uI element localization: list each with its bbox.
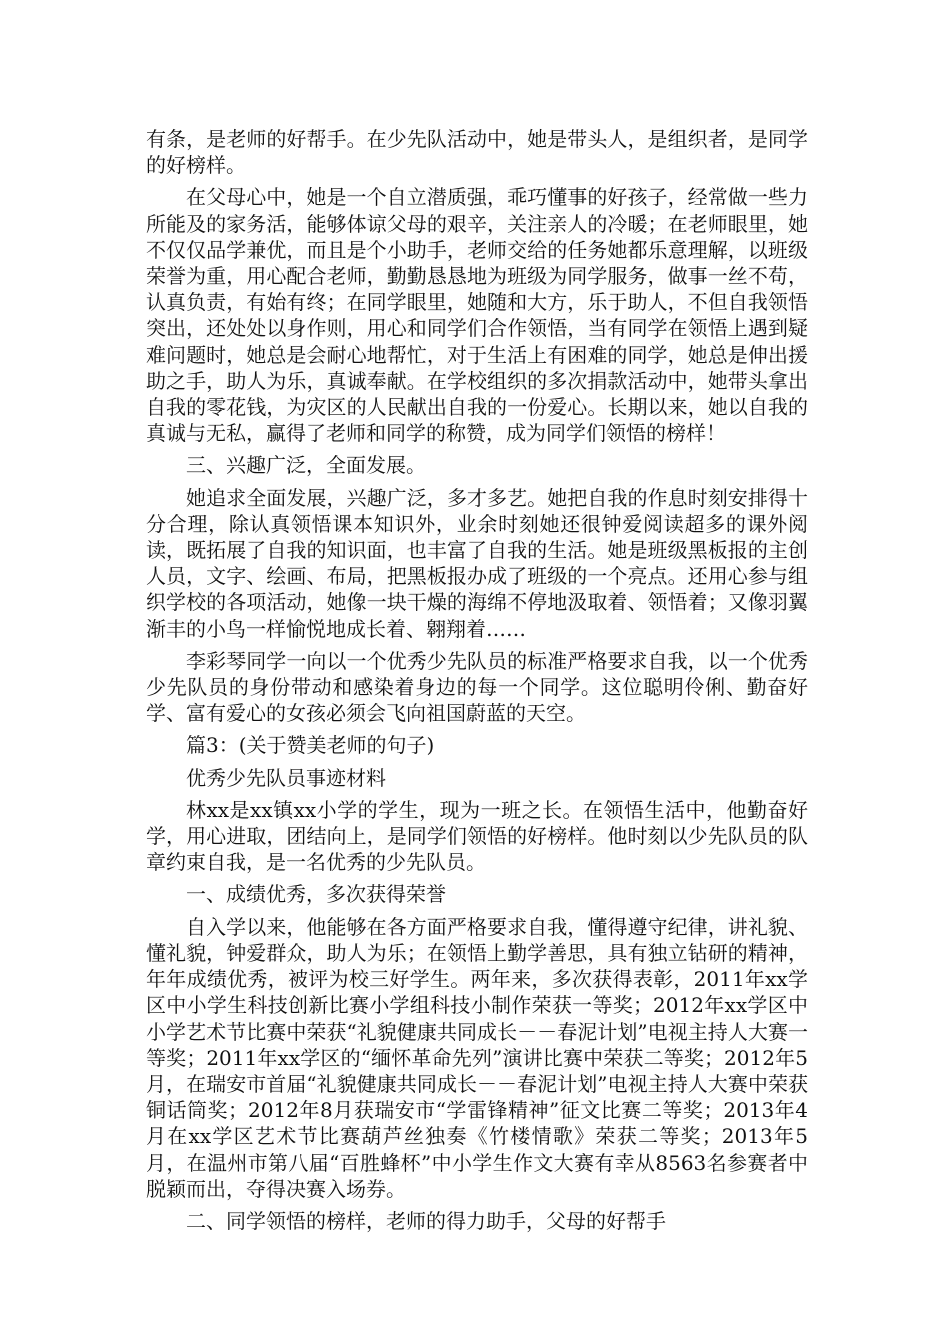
document-body xyxy=(146,126,808,1240)
paragraph-continued-praise: 有条，是老师的好帮手。在少先队活动中，她是带头人，是组织者，是同学的好榜样。 xyxy=(146,127,808,178)
article-3-label: 篇3：(关于赞美老师的句子) xyxy=(186,733,435,758)
article-3-title: 优秀少先队员事迹材料 xyxy=(186,765,386,790)
section-heading-role-model: 二、同学领悟的榜样，老师的得力助手，父母的好帮手 xyxy=(186,1208,666,1233)
paragraph-achievements: 自入学以来，他能够在各方面严格要求自我，懂得遵守纪律，讲礼貌、懂礼貌，钟爱群众，助人为乐；在领悟上勤学善思，具有独立钻研的精神，年年成绩优秀，被评为校三好学生。两年来，多次获得表彰，2011年xx学区中小学生科技创新比赛小学组科技小制作荣获一等奖；2012年xx学区中小学艺术节比赛中荣获“礼貌健康共同成长－－春泥计划”电视主持人大赛一等奖；2011年xx学区的“缅怀革命先列”演讲比赛中荣获二等奖；2012年5月，在瑞安市首届“礼貌健康共同成长－－春泥计划”电视主持人大赛中荣获铜话筒奖；2012年8月获瑞安市“学雷锋精神”征文比赛二等奖；2013年4月在xx学区艺术节比赛葫芦丝独奏《竹楼情歌》荣获二等奖；2013年5月，在温州市第八届“百胜蜂杯”中小学生作文大赛有幸从8563名参赛者中脱颖而出，夺得决赛入场券。 xyxy=(146,914,808,1201)
paragraph-summary: 李彩琴同学一向以一个优秀少先队员的标准严格要求自我，以一个优秀少先队员的身份带动和感染着身边的每一个同学。这位聪明伶俐、勤奋好学、富有爱心的女孩必须会飞向祖国蔚蓝的天空。 xyxy=(146,648,808,726)
section-heading-achievements: 一、成绩优秀，多次获得荣誉 xyxy=(186,882,446,907)
section-heading-interests: 三、兴趣广泛，全面发展。 xyxy=(186,453,426,478)
paragraph-interests: 她追求全面发展，兴趣广泛，多才多艺。她把自我的作息时刻安排得十分合理，除认真领悟课本知识外，业余时刻她还很钟爱阅读超多的课外阅读，既拓展了自我的知识面，也丰富了自我的生活。她是班级黑板报的主创人员，文字、绘画、布局，把黑板报办成了班级的一个亮点。还用心参与组织学校的各项活动，她像一块干燥的海绵不停地汲取着、领悟着；又像羽翼渐丰的小鸟一样愉悦地成长着、翱翔着…… xyxy=(146,485,808,641)
paragraph-introduction: 林xx是xx镇xx小学的学生，现为一班之长。在领悟生活中，他勤奋好学，用心进取，团结向上，是同学们领悟的好榜样。他时刻以少先队员的队章约束自我，是一名优秀的少先队员。 xyxy=(146,797,808,875)
paragraph-parents-teachers-classmates: 在父母心中，她是一个自立潜质强，乖巧懂事的好孩子，经常做一些力所能及的家务活，能够体谅父母的艰辛，关注亲人的冷暖；在老师眼里，她不仅仅品学兼优，而且是个小助手，老师交给的任务她都乐意理解，以班级荣誉为重，用心配合老师，勤勤恳恳地为班级为同学服务，做事一丝不苟，认真负责，有始有终；在同学眼里，她随和大方，乐于助人，不但自我领悟突出，还处处以身作则，用心和同学们合作领悟，当有同学在领悟上遇到疑难问题时，她总是会耐心地帮忙，对于生活上有困难的同学，她总是伸出援助之手，助人为乐，真诚奉献。在学校组织的多次捐款活动中，她带头拿出自我的零花钱，为灾区的人民献出自我的一份爱心。长期以来，她以自我的真诚与无私，赢得了老师和同学的称赞，成为同学们领悟的榜样！ xyxy=(146,185,808,446)
